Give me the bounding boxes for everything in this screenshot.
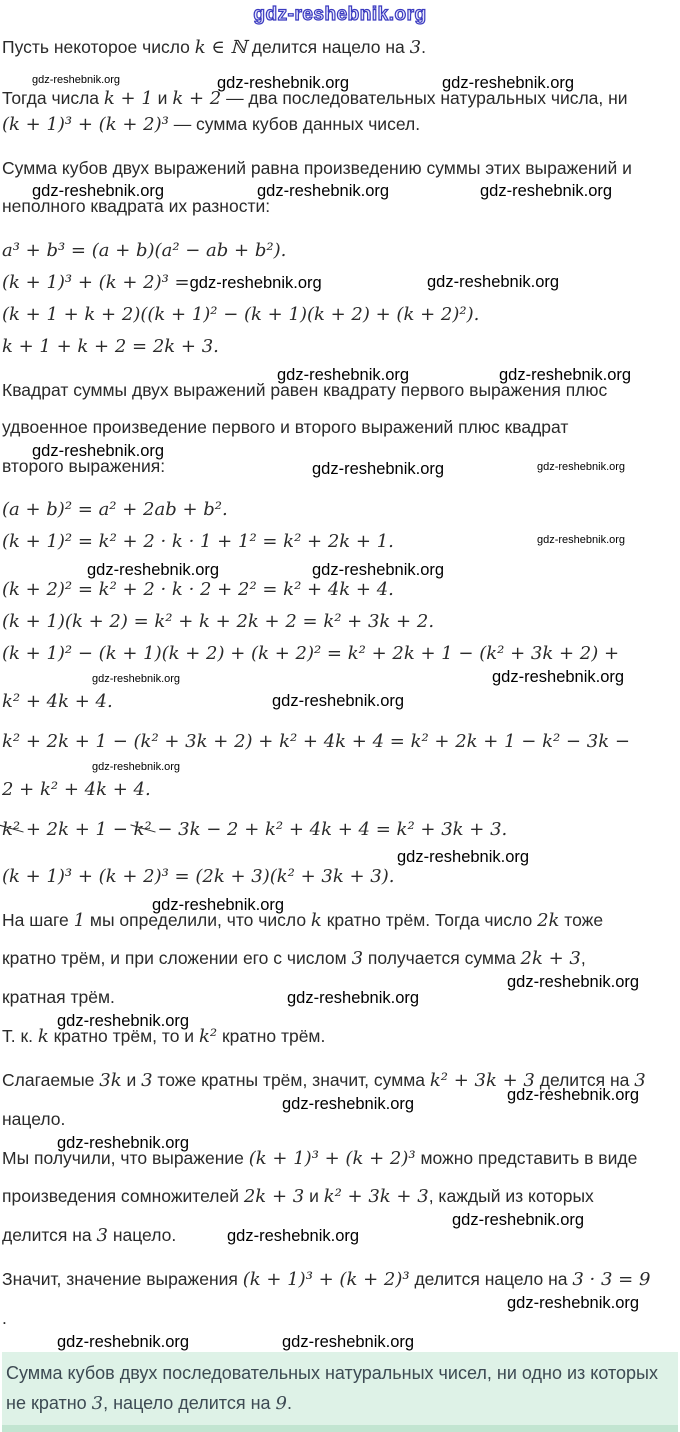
math-line xyxy=(2,776,678,804)
text-run: нацело. xyxy=(107,1225,177,1246)
watermark: gdz-reshebnik.org xyxy=(87,561,220,580)
math-run: (k + 1)³ + (k + 2)³ xyxy=(2,114,169,136)
watermark: gdz-reshebnik.org xyxy=(57,1333,190,1352)
math-run: (k + 1)³ + (k + 2)³ xyxy=(248,1148,416,1170)
text-line xyxy=(2,378,678,403)
watermark: gdz-reshebnik.org xyxy=(32,182,165,201)
text-run: тоже xyxy=(559,910,604,931)
text-line xyxy=(2,1024,678,1050)
math-run: 3 xyxy=(409,37,422,58)
math-run: (k + 1)³ + (k + 2)³ = (2k + 3)(k² + 3k + 3). xyxy=(2,866,395,888)
text-line xyxy=(2,1146,678,1172)
watermark: gdz-reshebnik.org xyxy=(92,760,181,773)
watermark: gdz-reshebnik.org xyxy=(397,848,530,867)
math-line xyxy=(2,728,678,756)
math-run: 3 xyxy=(96,1225,108,1247)
watermark-row xyxy=(2,560,678,580)
text-run: делится на xyxy=(2,1225,97,1246)
math-run: + 2k + 1 − xyxy=(20,818,134,840)
text-run: кратно трём, то и xyxy=(48,1026,199,1047)
text-run: второго выражения: xyxy=(2,455,166,476)
math-run: k xyxy=(37,1026,49,1048)
math-run: (k + 2)² = k² + 2 · k · 2 + 2² = k² + 4k + 4. xyxy=(2,579,394,601)
content xyxy=(0,35,680,1432)
text-run: Квадрат суммы двух выражений равен квадрату первого выражения плюс xyxy=(2,379,608,400)
text-run: кратно трём, и при сложении его с числом xyxy=(2,947,352,968)
text-line xyxy=(2,1306,678,1331)
math-line xyxy=(2,608,678,636)
text-run: . xyxy=(2,1308,7,1329)
watermark: gdz-reshebnik.org xyxy=(277,365,410,384)
math-run: k² + 3k + 3 xyxy=(323,1185,429,1207)
text-run: кратная трём. xyxy=(2,987,115,1008)
watermark: gdz-reshebnik.org xyxy=(287,989,420,1008)
text-run: кратно трём. Тогда число xyxy=(321,910,538,931)
math-line xyxy=(2,237,678,265)
text-run: , нацело делится на xyxy=(103,1392,276,1413)
text-run: и xyxy=(121,1069,142,1090)
text-run: Сумма кубов двух выражений равна произведению суммы этих выражений и xyxy=(2,157,632,178)
watermark-row xyxy=(2,73,678,92)
watermark: gdz-reshebnik.org xyxy=(537,534,626,547)
watermark: gdz-reshebnik.org xyxy=(499,365,632,384)
watermark-row xyxy=(2,1210,678,1230)
watermark-row xyxy=(2,1293,678,1313)
watermark: gdz-reshebnik.org xyxy=(272,691,405,710)
text-line xyxy=(2,1223,678,1249)
math-run: 3 xyxy=(141,1069,153,1091)
math-line xyxy=(2,333,678,361)
math-run: 3 · 3 = 9 xyxy=(572,1268,651,1290)
text-run: и xyxy=(152,87,173,108)
math-run: 2k + 3 xyxy=(520,947,581,969)
math-run: 2k xyxy=(537,910,560,932)
text-line xyxy=(2,156,678,181)
text-line xyxy=(2,1184,678,1210)
math-run: k xyxy=(310,910,322,932)
math-line xyxy=(2,528,678,556)
text-run: Т. к. xyxy=(2,1026,38,1047)
text-run: неполного квадрата их разности: xyxy=(2,196,271,217)
math-run: 3 xyxy=(351,947,364,969)
math-run: a³ + b³ = (a + b)(a² − ab + b²). xyxy=(2,240,287,262)
watermark-row xyxy=(2,1011,678,1031)
watermark: gdz-reshebnik.org xyxy=(492,667,625,686)
text-run: получается сумма xyxy=(363,947,521,968)
math-run: 2k + 3 xyxy=(243,1185,305,1207)
watermark: gdz-reshebnik.org xyxy=(312,561,445,580)
watermark-row xyxy=(2,1086,678,1114)
math-run: k² + 3k + 3 xyxy=(429,1069,535,1091)
text-run: Мы получили, что выражение xyxy=(2,1148,249,1169)
text-run: кратно трём. xyxy=(217,1026,326,1047)
text-line xyxy=(2,415,678,440)
math-run: k² xyxy=(198,1026,218,1048)
watermark: gdz-reshebnik.org xyxy=(282,1095,415,1114)
text-line xyxy=(2,194,678,219)
text-run: делится на xyxy=(534,1069,635,1090)
watermark: gdz-reshebnik.org xyxy=(32,441,165,460)
math-run: (k + 1)² − (k + 1)(k + 2) + (k + 2)² = k² + 2k + 1 − (k² + 3k + 2) + xyxy=(2,642,620,664)
math-run-cancelled: k² xyxy=(2,816,20,844)
text-run: — два последовательных натуральных числа, ни xyxy=(221,87,628,108)
text-line xyxy=(2,908,678,934)
math-run: k² + 2k + 1 − (k² + 3k + 2) + k² + 4k + 4 = k² + 2k + 1 − k² − 3k − xyxy=(2,730,630,752)
text-line xyxy=(2,35,678,61)
watermark: gdz-reshebnik.org xyxy=(152,896,285,915)
math-run: (k + 1 + k + 2)((k + 1)² − (k + 1)(k + 2) + (k + 2)²). xyxy=(2,304,480,326)
watermark: gdz-reshebnik.org xyxy=(92,672,181,685)
answer-box xyxy=(2,1352,678,1424)
text-run: , каждый из которых xyxy=(428,1185,594,1206)
math-run: (a + b)² = a² + 2ab + b². xyxy=(2,499,228,521)
watermark-row xyxy=(2,667,678,686)
watermark: gdz-reshebnik.org xyxy=(189,274,322,293)
math-line xyxy=(2,269,678,297)
watermark-row xyxy=(2,441,678,460)
watermark: gdz-reshebnik.org xyxy=(312,459,445,478)
watermark: gdz-reshebnik.org xyxy=(537,460,626,473)
watermark: gdz-reshebnik.org xyxy=(452,1211,585,1230)
text-line xyxy=(2,454,678,479)
watermark: gdz-reshebnik.org xyxy=(57,1012,190,1031)
watermark-row xyxy=(2,1133,678,1153)
math-run: 9 xyxy=(275,1392,287,1414)
math-run: 3 xyxy=(634,1069,646,1091)
text-run: Слагаемые xyxy=(2,1069,100,1090)
text-run: , xyxy=(580,947,586,968)
watermark-row xyxy=(2,895,678,915)
math-run: − 3k − 2 + k² + 4k + 4 = k² + 3k + 3. xyxy=(151,818,508,840)
text-run: Тогда числа xyxy=(2,87,104,108)
math-line xyxy=(2,863,678,891)
math-run: 2 + k² + 4k + 4. xyxy=(2,778,151,800)
text-line xyxy=(2,86,678,112)
text-run: и xyxy=(304,1185,324,1206)
text-run: На шаге xyxy=(2,910,74,931)
watermark-row xyxy=(2,1332,678,1352)
math-run: 1 xyxy=(73,910,86,932)
math-line xyxy=(2,576,678,604)
math-run: k ∈ ℕ xyxy=(194,37,247,58)
math-run-cancelled: k² xyxy=(134,816,152,844)
watermark-row xyxy=(2,365,678,384)
text-run: делится нацело на xyxy=(246,37,410,57)
text-run: — сумма кубов данных чисел. xyxy=(168,114,421,135)
math-line xyxy=(2,688,678,716)
text-run: тоже кратны трём, значит, сумма xyxy=(152,1069,430,1090)
math-line xyxy=(2,496,678,524)
text-line xyxy=(2,946,678,972)
math-run: 3k xyxy=(99,1069,122,1091)
text-run: Пусть некоторое число xyxy=(2,37,195,57)
text-run: . xyxy=(421,37,426,57)
text-line xyxy=(2,1267,678,1293)
text-run: делится нацело на xyxy=(409,1268,573,1289)
watermark-row xyxy=(2,181,678,201)
math-line xyxy=(2,301,678,329)
answer-box-footer xyxy=(2,1425,678,1432)
text-run: удвоенное произведение первого и второго выражений плюс квадрат xyxy=(2,416,569,437)
math-run: (k + 1)³ + (k + 2)³ xyxy=(242,1268,410,1290)
text-line xyxy=(2,112,678,138)
text-run: можно представить в виде xyxy=(415,1148,638,1169)
math-run: (k + 1)² = k² + 2 · k · 1 + 1² = k² + 2k + 1. xyxy=(2,531,394,553)
text-run: Значит, значение выражения xyxy=(2,1268,243,1289)
header-watermark: gdz-reshebnik.org xyxy=(253,4,427,25)
text-run: . xyxy=(286,1392,292,1413)
watermark: gdz-reshebnik.org xyxy=(282,1333,415,1352)
text-line xyxy=(2,1107,678,1132)
text-line xyxy=(2,985,678,1010)
text-run: произведения сомножителей xyxy=(2,1185,244,1206)
text-run: Сумма кубов двух последовательных натуральных чисел, ни одно из которых не кратно xyxy=(6,1363,658,1413)
watermark: gdz-reshebnik.org xyxy=(257,182,390,201)
text-run: мы определили, что число xyxy=(85,910,311,931)
math-run: (k + 1)³ + (k + 2)³ = xyxy=(2,272,190,294)
watermark: gdz-reshebnik.org xyxy=(217,73,350,92)
text-run: нацело. xyxy=(2,1109,66,1130)
watermark: gdz-reshebnik.org xyxy=(442,73,575,92)
watermark-row xyxy=(2,847,678,867)
watermark: gdz-reshebnik.org xyxy=(427,273,560,292)
watermark: gdz-reshebnik.org xyxy=(57,1134,190,1153)
watermark: gdz-reshebnik.org xyxy=(32,73,121,86)
math-run: k + 2 xyxy=(172,87,222,109)
watermark: gdz-reshebnik.org xyxy=(227,1227,360,1246)
math-line xyxy=(2,816,678,844)
watermark: gdz-reshebnik.org xyxy=(507,973,640,992)
watermark: gdz-reshebnik.org xyxy=(507,1086,640,1105)
watermark: gdz-reshebnik.org xyxy=(507,1294,640,1313)
math-line xyxy=(2,640,678,668)
math-run: k + 1 + k + 2 = 2k + 3. xyxy=(2,336,219,357)
math-run: (k + 1)(k + 2) = k² + k + 2k + 2 = k² + 3k + 2. xyxy=(2,611,435,633)
watermark: gdz-reshebnik.org xyxy=(480,182,613,201)
math-run: k² + 4k + 4. xyxy=(2,690,113,712)
watermark-row xyxy=(2,972,678,992)
watermark-row xyxy=(2,760,678,772)
math-run: 3 xyxy=(91,1392,104,1414)
math-run: k + 1 xyxy=(103,87,153,109)
